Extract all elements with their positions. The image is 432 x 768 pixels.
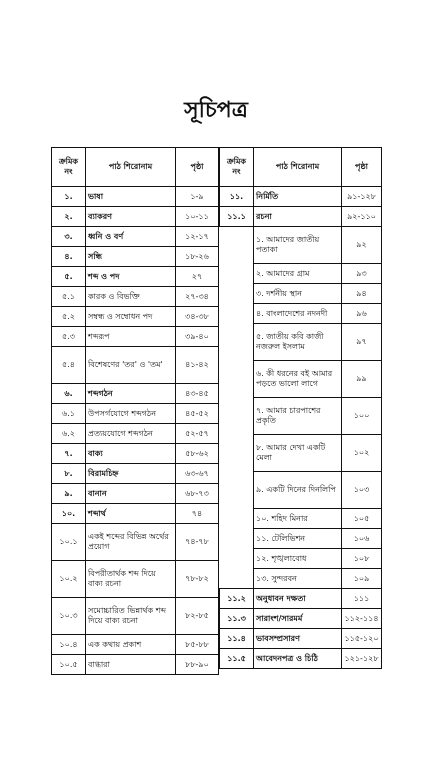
toc-title: বিপরীতার্থক শব্দ দিয়ে বাক্য রচনা [86,561,176,598]
toc-title: ভাবসম্প্রসারণ [254,629,342,649]
toc-page: ৪৩-৪৫ [176,384,219,404]
toc-serial [220,529,254,549]
toc-row [220,472,382,509]
toc-row [220,435,382,472]
toc-title: বাগ্ধারা [86,655,176,675]
toc-title: রচনা [254,207,342,227]
toc-page: ১৮-২৬ [176,247,219,267]
toc-page: ৮২-৮৫ [176,598,219,635]
toc-page: ৪৫-৫২ [176,404,219,424]
toc-title: শব্দরূপ [86,327,176,347]
toc-page: ৭৪-৭৮ [176,524,219,561]
toc-page: ৬৩-৬৭ [176,464,219,484]
toc-title: সারাংশ/সারমর্ম [254,609,342,629]
toc-title: ১২. শৃঙ্খলাবোধ [254,549,342,569]
toc-row [220,569,382,589]
toc-row [52,561,219,598]
toc-title: প্রত্যয়যোগে শব্দগঠন [86,424,176,444]
toc-row [220,324,382,361]
toc-row [220,227,382,264]
toc-row [52,484,219,504]
toc-serial [220,304,254,324]
toc-row [220,398,382,435]
toc-row [220,264,382,284]
toc-page: ২৭ [176,267,219,287]
toc-serial: ১. [52,187,86,207]
toc-title: সম্বন্ধ ও সম্বোধন পদ [86,307,176,327]
toc-serial: ৮. [52,464,86,484]
toc-serial: ১১.৩ [220,609,254,629]
toc-page: ১০৮ [342,549,382,569]
toc-serial: ১১.৫ [220,649,254,669]
toc-serial [220,435,254,472]
toc-page: ৯৯ [342,361,382,398]
toc-title: শব্দগঠন [86,384,176,404]
toc-page: ১০৬ [342,529,382,549]
toc-serial: ৭. [52,444,86,464]
toc-title: ৭. আমার চারপাশের প্রকৃতি [254,398,342,435]
toc-row [220,529,382,549]
toc-serial: ৬. [52,384,86,404]
toc-row [52,327,219,347]
toc-page: ১১৫-১২০ [342,629,382,649]
toc-serial: ১০.৫ [52,655,86,675]
toc-page: ৪১-৪২ [176,347,219,384]
toc-title: একই শব্দের বিভিন্ন অর্থের প্রয়োগ [86,524,176,561]
page-title: সূচিপত্র [184,97,248,123]
toc-serial: ৫.৩ [52,327,86,347]
toc-title: এক কথায় প্রকাশ [86,635,176,655]
toc-title: শব্দ ও পদ [86,267,176,287]
toc-row [52,307,219,327]
toc-row [220,589,382,609]
toc-serial: ৫.২ [52,307,86,327]
toc-title: ৪. বাংলাদেশের নদনদী [254,304,342,324]
toc-page: ৯৪ [342,284,382,304]
toc-row [52,267,219,287]
toc-page: ১১২-১১৪ [342,609,382,629]
toc-serial [220,398,254,435]
toc-row [220,187,382,207]
toc-page: ১০২ [342,435,382,472]
toc-title: সন্ধি [86,247,176,267]
toc-row [52,424,219,444]
toc-serial: ৬.২ [52,424,86,444]
toc-title: বিশেষণের 'তর' ও 'তম' [86,347,176,384]
toc-title: ৬. কী ধরনের বই আমার পড়তে ভালো লাগে [254,361,342,398]
toc-serial: ১০.৩ [52,598,86,635]
toc-serial [220,227,254,264]
toc-serial: ৪. [52,247,86,267]
toc-title: বাক্য [86,444,176,464]
toc-page: ৫৮-৬২ [176,444,219,464]
toc-title: আবেদনপত্র ও চিঠি [254,649,342,669]
toc-row [220,207,382,227]
toc-page: ৯৭ [342,324,382,361]
toc-row [52,187,219,207]
toc-title: ৫. জাতীয় কবি কাজী নজরুল ইসলাম [254,324,342,361]
toc-row [220,629,382,649]
toc-row [220,284,382,304]
toc-table-left [51,147,219,675]
toc-row [52,464,219,484]
table-header-row [52,148,219,187]
toc-title: বানান [86,484,176,504]
toc-page: ৭৪ [176,504,219,524]
toc-page: ৮৫-৮৮ [176,635,219,655]
header-serial: ক্রমিক নং [52,148,86,187]
toc-page: ৯১-১২৮ [342,187,382,207]
toc-serial: ৫.১ [52,287,86,307]
toc-serial [220,472,254,509]
toc-row [52,444,219,464]
toc-title: বিরামচিহ্ন [86,464,176,484]
toc-serial: ৫. [52,267,86,287]
toc-serial: ৬.১ [52,404,86,424]
header-title: পাঠ শিরোনাম [254,148,342,187]
toc-row [52,384,219,404]
toc-serial [220,549,254,569]
toc-serial: ১১. [220,187,254,207]
toc-serial [220,264,254,284]
toc-title: উপসর্গযোগে শব্দগঠন [86,404,176,424]
toc-title: ১১. টেলিভিশন [254,529,342,549]
toc-serial: ১০.২ [52,561,86,598]
toc-row [52,207,219,227]
toc-page: ১-৯ [176,187,219,207]
toc-serial: ৯. [52,484,86,504]
toc-page: ১০০ [342,398,382,435]
toc-row [52,347,219,384]
toc-page: ৩৯-৪০ [176,327,219,347]
toc-title: ১. আমাদের জাতীয় পতাকা [254,227,342,264]
toc-title: সমোচ্চারিত ভিন্নার্থক শব্দ দিয়ে বাক্য রচনা [86,598,176,635]
toc-page: ১০৩ [342,472,382,509]
toc-title: ৩. দর্শনীয় স্থান [254,284,342,304]
toc-page: ১০-১১ [176,207,219,227]
toc-page: ১০৫ [342,509,382,529]
toc-title: শব্দার্থ [86,504,176,524]
toc-page: ৩৪-৩৮ [176,307,219,327]
toc-title: ব্যাকরণ [86,207,176,227]
toc-row [220,549,382,569]
toc-row [220,649,382,669]
toc-serial: ১১.৪ [220,629,254,649]
toc-serial: ১০.১ [52,524,86,561]
toc-serial: ১১.২ [220,589,254,609]
toc-serial [220,324,254,361]
toc-page: ৭৮-৮২ [176,561,219,598]
table-header-row [220,148,382,187]
toc-title: ২. আমাদের গ্রাম [254,264,342,284]
toc-row [52,524,219,561]
toc-row [220,361,382,398]
toc-row [52,227,219,247]
toc-page: ৫২-৫৭ [176,424,219,444]
toc-title: নির্মিতি [254,187,342,207]
toc-row [52,404,219,424]
header-serial: ক্রমিক নং [220,148,254,187]
toc-page: ১১১ [342,589,382,609]
toc-page: ৯৩ [342,264,382,284]
toc-row [52,247,219,267]
toc-title: ৮. আমার দেখা একটি মেলা [254,435,342,472]
toc-serial: ১১.১ [220,207,254,227]
toc-serial: ১০. [52,504,86,524]
header-page: পৃষ্ঠা [342,148,382,187]
toc-page: ১২১-১২৮ [342,649,382,669]
toc-serial: ৫.৪ [52,347,86,384]
toc-title: ১৩. সুন্দরবন [254,569,342,589]
toc-page: ২৭-৩৪ [176,287,219,307]
toc-page: ৬৮-৭৩ [176,484,219,504]
toc-serial [220,509,254,529]
toc-page: ১২-১৭ [176,227,219,247]
header-page: পৃষ্ঠা [176,148,219,187]
toc-title: অনুধাবন দক্ষতা [254,589,342,609]
toc-row [220,304,382,324]
toc-page: ৯৬ [342,304,382,324]
toc-row [52,655,219,675]
toc-serial [220,361,254,398]
header-title: পাঠ শিরোনাম [86,148,176,187]
toc-serial [220,569,254,589]
toc-page: ১০৯ [342,569,382,589]
toc-serial: ১০.৪ [52,635,86,655]
toc-title: কারক ও বিভক্তি [86,287,176,307]
toc-row [52,635,219,655]
toc-serial: ২. [52,207,86,227]
toc-page: ৮৮-৯০ [176,655,219,675]
toc-serial [220,284,254,304]
toc-row [220,509,382,529]
toc-page: ৯২-১১০ [342,207,382,227]
toc-title: ১০. শহিদ মিনার [254,509,342,529]
toc-title: ভাষা [86,187,176,207]
toc-row [52,287,219,307]
toc-serial: ৩. [52,227,86,247]
toc-page: ৯২ [342,227,382,264]
toc-row [52,504,219,524]
toc-row [52,598,219,635]
toc-title: ৯. একটি দিনের দিনলিপি [254,472,342,509]
toc-row [220,609,382,629]
toc-title: ধ্বনি ও বর্ণ [86,227,176,247]
toc-table-right [219,147,382,669]
